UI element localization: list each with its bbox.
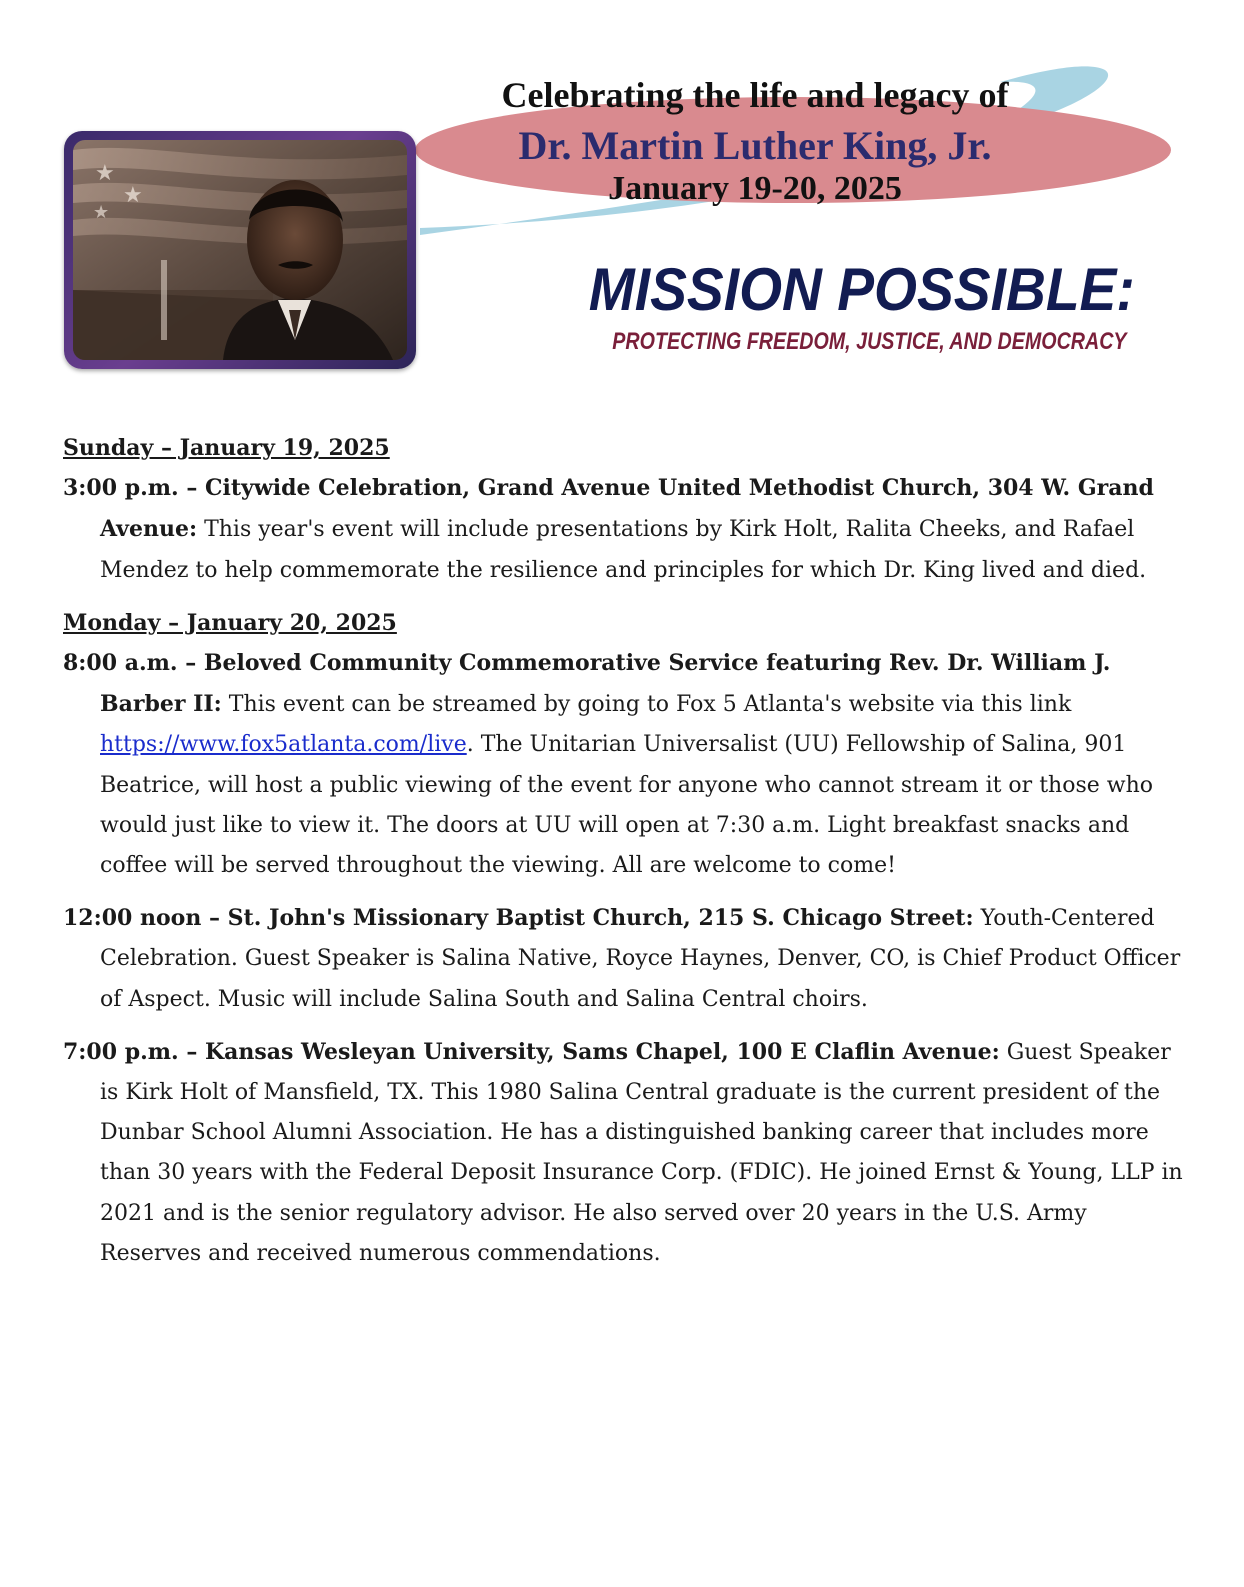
portrait-photo (73, 140, 407, 360)
portrait-frame (64, 131, 416, 369)
svg-text:★: ★ (123, 183, 143, 208)
event-description: This year's event will include presentations by Kirk Holt, Ralita Cheeks, and Rafael Mendez to help commemorate the resilience and principles for which Dr. King lived and died. (100, 517, 1147, 583)
day-heading-monday: Monday – January 20, 2025 (63, 609, 397, 636)
day-heading-sunday: Sunday – January 19, 2025 (63, 435, 390, 461)
event-schedule (63, 428, 1183, 1286)
mission-title: MISSION POSSIBLE: (588, 256, 1135, 323)
event-title: 3:00 p.m. – Citywide Celebration, Grand Avenue United Methodist Church, 304 W. Grand Avenue: (63, 475, 1154, 543)
event-title: 12:00 noon – St. John's Missionary Baptist Church, 215 S. Chicago Street: (63, 905, 974, 932)
event-monday-commemorative-service (63, 643, 1183, 886)
mission-possible-logo (570, 255, 1135, 357)
flyer-header (0, 0, 1244, 420)
header-line-2: Dr. Martin Luther King, Jr. (518, 123, 992, 168)
event-description: Youth-Centered Celebration. Guest Speaker is Salina Native, Royce Haynes, Denver, CO, is Chief Product Officer of Aspect. Music will include Salina South and Salina Central choirs. (100, 906, 1181, 1012)
event-title: 8:00 a.m. – Beloved Community Commemorative Service featuring Rev. Dr. William J. Barber II: (63, 650, 1111, 718)
event-monday-youth-celebration (63, 898, 1183, 1020)
mission-subtitle: PROTECTING FREEDOM, JUSTICE, AND DEMOCRACY (612, 328, 1127, 355)
event-description: Guest Speaker is Kirk Holt of Mansfield, TX. This 1980 Salina Central graduate is the current president of the Dunbar School Alumni Association. He has a distinguished banking career that includes more than 30 years with the Federal Deposit Insurance Corp. (FDIC). He joined Ernst & Young, LLP in 2021 and is the senior regulatory advisor. He also served over 20 years in the U.S. Army Reserves and received numerous commendations. (100, 1039, 1183, 1266)
event-monday-kwu-chapel (63, 1032, 1183, 1274)
svg-text:★: ★ (93, 202, 110, 223)
stream-link[interactable]: https://www.fox5atlanta.com/live (100, 732, 467, 758)
header-line-3: January 19-20, 2025 (608, 170, 902, 207)
event-description-continued: . The Unitarian Universalist (UU) Fellowship of Salina, 901 Beatrice, will host a public viewing of the event for anyone who cannot stream it or those who would just like to view it. The doors at UU will open at 7:30 a.m. Light breakfast snacks and coffee will be served throughout the viewing. All are welcome to come! (100, 732, 1153, 879)
event-sunday-citywide (63, 468, 1183, 591)
event-title: 7:00 p.m. – Kansas Wesleyan University, Sams Chapel, 100 E Claflin Avenue: (63, 1038, 1000, 1065)
event-description: This event can be streamed by going to Fox 5 Atlanta's website via this link (221, 692, 1072, 718)
svg-text:★: ★ (95, 161, 115, 186)
header-line-1: Celebrating the life and legacy of (501, 75, 1009, 115)
